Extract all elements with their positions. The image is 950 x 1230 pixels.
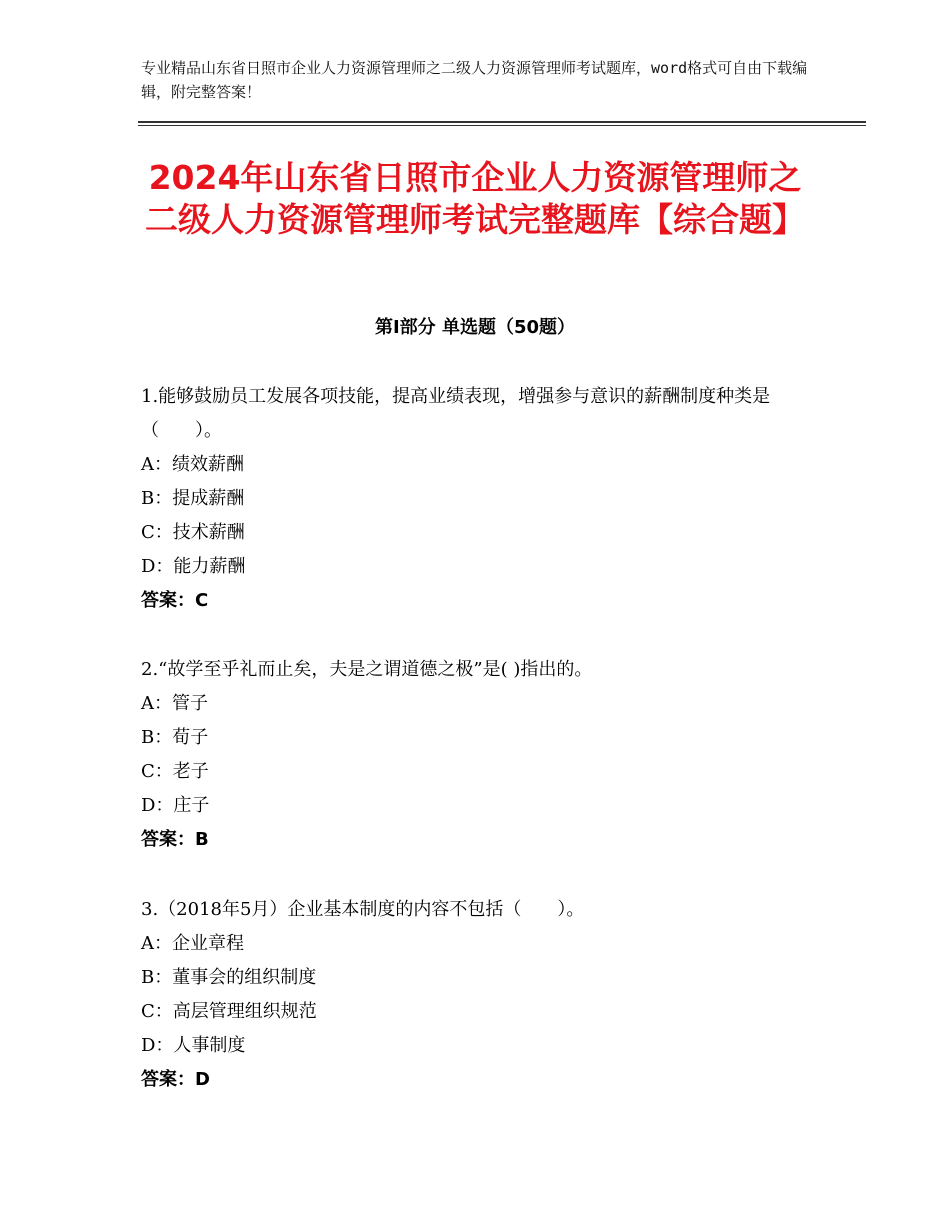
option-a: A：绩效薪酬: [141, 454, 244, 475]
header-note: 专业精品山东省日照市企业人力资源管理师之二级人力资源管理师考试题库，word格式可自由下载编辑，附完整答案！: [141, 59, 808, 101]
answer: 答案：C: [141, 590, 209, 611]
option-b: B：荀子: [141, 727, 209, 748]
answer: 答案：B: [141, 829, 209, 850]
answer: 答案：D: [141, 1069, 210, 1090]
header-divider-thin: [138, 125, 866, 126]
header-divider-thick: [138, 121, 866, 123]
question-1: [141, 380, 821, 618]
option-b: B：董事会的组织制度: [141, 967, 317, 988]
option-c: C：老子: [141, 761, 209, 782]
option-a: A：管子: [141, 693, 208, 714]
option-d: D：庄子: [141, 795, 210, 816]
question-stem: 2.“故学至乎礼而止矣，夫是之谓道德之极”是( )指出的。: [141, 659, 593, 680]
question-2: [141, 653, 821, 857]
option-b: B：提成薪酬: [141, 488, 245, 509]
option-c: C：高层管理组织规范: [141, 1001, 317, 1022]
section-title: 第Ⅰ部分 单选题（50题）: [374, 317, 575, 338]
question-stem: 1.能够鼓励员工发展各项技能，提高业绩表现，增强参与意识的薪酬制度种类是（ ）。: [141, 386, 771, 441]
document-title: 2024年山东省日照市企业人力资源管理师之二级人力资源管理师考试完整题库【综合题】: [145, 158, 805, 239]
option-a: A：企业章程: [141, 933, 244, 954]
option-d: D：人事制度: [141, 1035, 246, 1056]
question-stem: 3.（2018年5月）企业基本制度的内容不包括（ ）。: [141, 899, 585, 920]
option-c: C：技术薪酬: [141, 522, 245, 543]
question-3: [141, 893, 821, 1097]
option-d: D：能力薪酬: [141, 556, 246, 577]
